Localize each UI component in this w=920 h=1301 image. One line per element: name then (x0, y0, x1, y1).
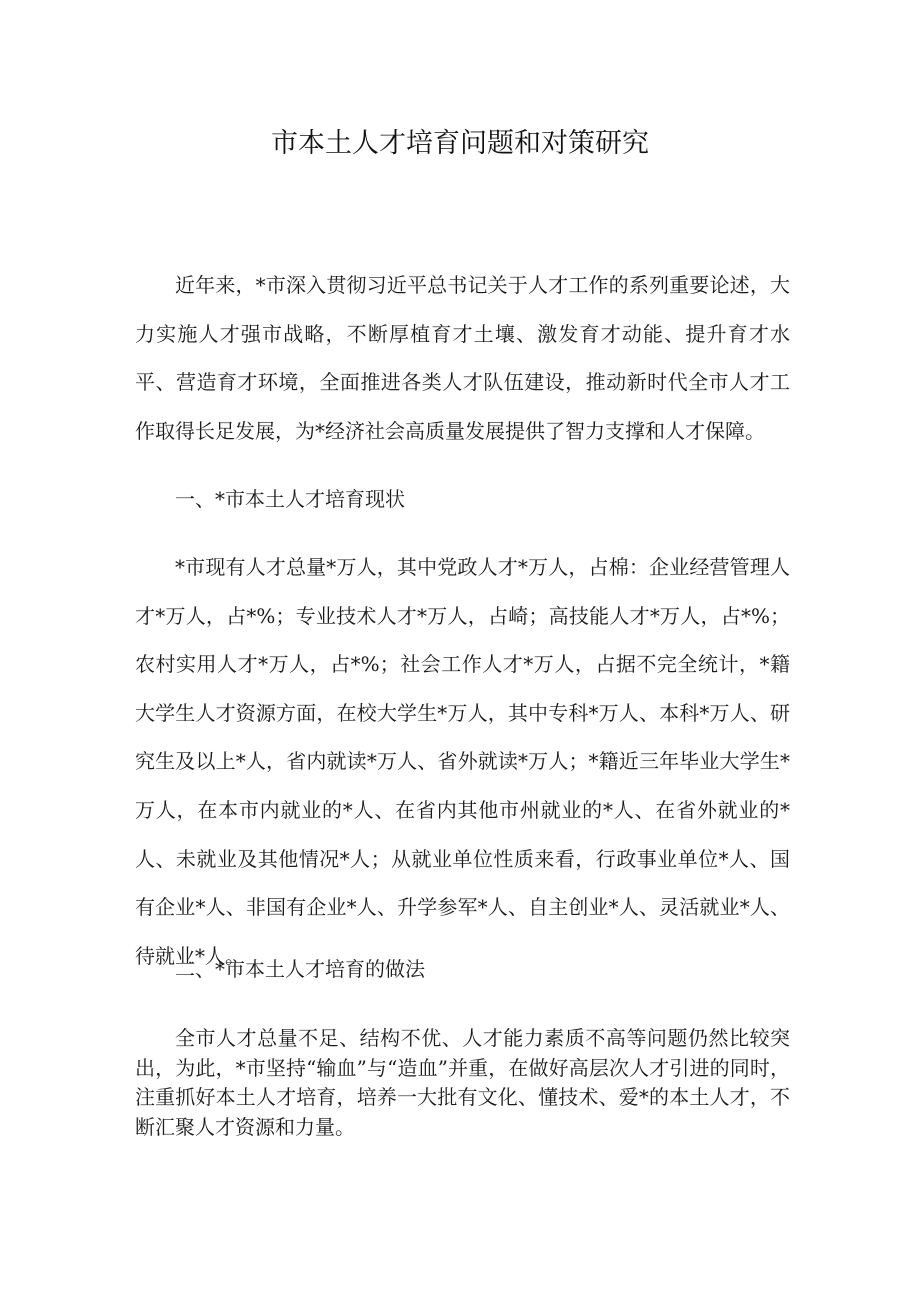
practice-paragraph: 全市人才总量不足、结构不优、人才能力素质不高等问题仍然比较突出，为此，*市坚持“输血”与“造血”并重，在做好高层次人才引进的同时，注重抓好本土人才培育，培养一大批有文化、懂技术、爱*的本土人才，不断汇聚人才资源和力量。 (135, 1026, 790, 1139)
section-heading-1: 一、*市本土人才培育现状 (175, 487, 405, 511)
intro-paragraph: 近年来，*市深入贯彻习近平总书记关于人才工作的系列重要论述，大力实施人才强市战略，不断厚植育才土壤、激发育才动能、提升育才水平、营造育才环境，全面推进各类人才队伍建设，推动新时代全市人才工作取得长足发展，为*经济社会高质量发展提供了智力支撑和人才保障。 (135, 273, 790, 443)
section-heading-2: 二、*市本土人才培育的做法 (175, 957, 425, 981)
document-title: 市本土人才培育问题和对策研究 (271, 128, 649, 159)
status-paragraph: *市现有人才总量*万人，其中党政人才*万人，占棉：企业经营管理人才*万人，占*%；专业技术人才*万人，占崎；高技能人才*万人，占*%；农村实用人才*万人，占*%；社会工作人才*万人，占据不完全统计，*籍大学生人才资源方面，在校大学生*万人，其中专科*万人、本科*万人、研究生及以上*人，省内就读*万人、省外就读*万人；*籍近三年毕业大学生*万人，在本市内就业的*人、在省内其他市州就业的*人、在省外就业的*人、未就业及其他情况*人；从就业单位性质来看，行政事业单位*人、国有企业*人、非国有企业*人、升学参军*人、自主创业*人、灵活就业*人、待就业*人。 (135, 555, 790, 968)
